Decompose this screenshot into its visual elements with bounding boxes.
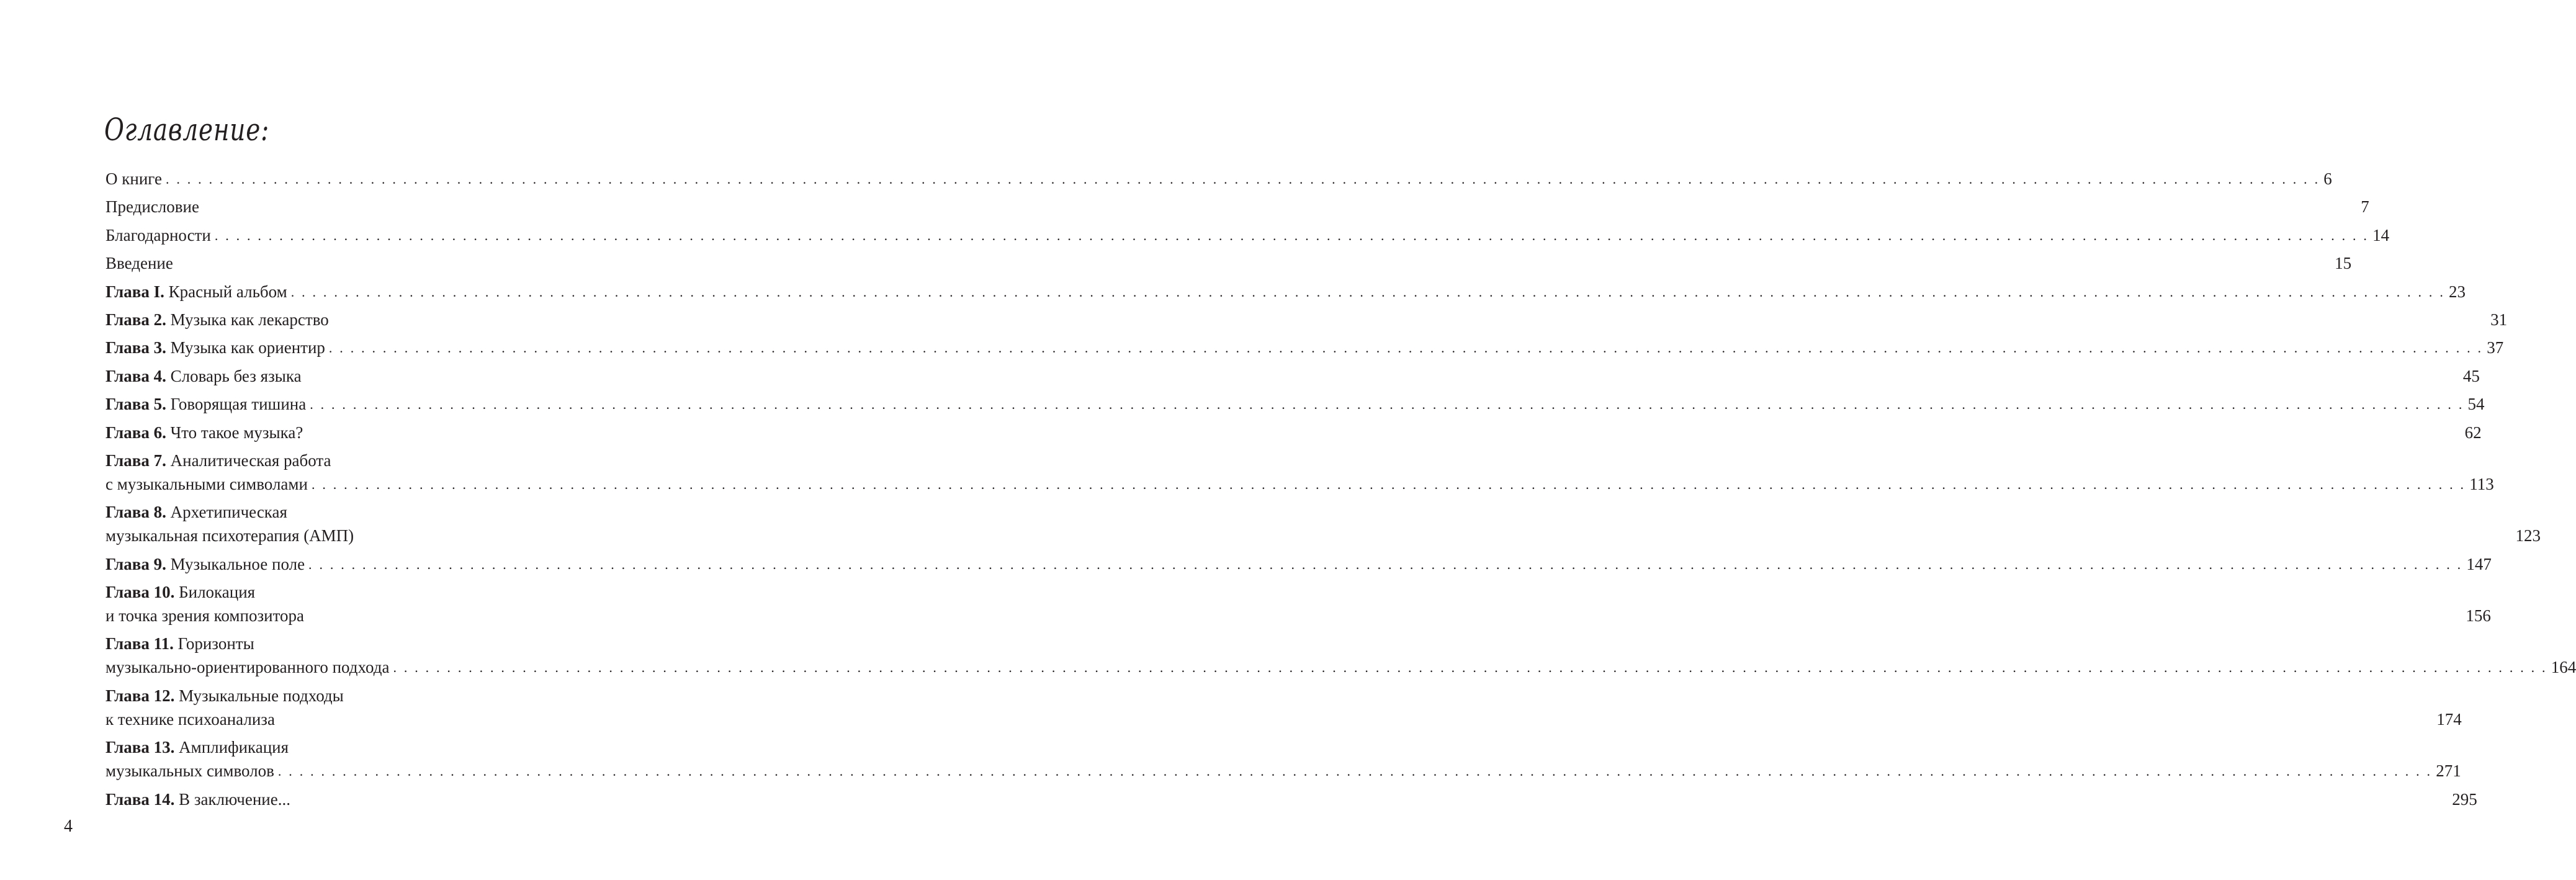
- toc-entry-title: В заключение...: [179, 789, 290, 809]
- toc-entry: [105, 788, 2477, 811]
- toc-entry-line: [105, 788, 2477, 811]
- toc-entry-label: [105, 708, 275, 731]
- toc-entry-line: [105, 224, 2390, 247]
- toc-entry-label: [105, 788, 290, 811]
- toc-entry-label: [105, 581, 255, 604]
- toc-entry: [105, 281, 2466, 303]
- toc-entry: [105, 224, 2390, 247]
- toc-entry-title: Горизонты: [177, 634, 254, 653]
- toc-entry-line: [105, 604, 2491, 627]
- toc-entry-line: [105, 685, 514, 707]
- toc-entry-label: [105, 501, 287, 524]
- chapter-number: Глава 9.: [105, 554, 166, 573]
- toc-entry: [105, 252, 2352, 275]
- page-number: 4: [64, 817, 73, 836]
- toc-page-number: 31: [2490, 310, 2508, 329]
- toc-entry: [105, 501, 2541, 547]
- toc-page-number: 113: [2469, 474, 2494, 493]
- toc-entry-line: [105, 708, 2462, 731]
- toc-entry-line: [105, 501, 514, 524]
- toc-page-number: 174: [2436, 709, 2462, 729]
- toc-page-number: 271: [2436, 761, 2461, 781]
- toc-entry: [105, 195, 2369, 218]
- toc-entry-line: [105, 252, 2352, 275]
- dot-leader: . . . . . . . . . . . . . . . . . . . . . . . . . . . . . . . . . . . . . . . . . . . . . . . . . . . . . . . . . . . . . . . . . . . . . . . . . . . . . . . . . . . . . . . . . . . . . . . . . . . . . . . . . . . . . . . . . . . . . . . . . . . . . . . . . . . . . . . . . . . . . . . . . . . . . . . . . . . . . . . . . . . . . . . . . . . . . . . . . . . . . . . . . . . . . . . . . . . . . . . .: [311, 476, 2466, 492]
- page-title: Оглавление:: [104, 111, 269, 148]
- dot-leader: . . . . . . . . . . . . . . . . . . . . . . . . . . . . . . . . . . . . . . . . . . . . . . . . . . . . . . . . . . . . . . . . . . . . . . . . . . . . . . . . . . . . . . . . . . . . . . . . . . . . . . . . . . . . . . . . . . . . . . . . . . . . . . . . . . . . . . . . . . . . . . . . . . . . . . . . . . . . . . . . . . . . . . . . . . . . . . . . . . . . . . . . . . . . . . . . . . . . . . . .: [277, 763, 2433, 779]
- toc-page-number: 45: [2462, 366, 2480, 385]
- chapter-number: Глава 3.: [105, 338, 166, 357]
- toc-entry: [105, 168, 2332, 191]
- toc-page-number: 164: [2551, 658, 2576, 677]
- toc-entry-label: [105, 736, 289, 759]
- toc-entry-label: [105, 760, 274, 783]
- toc-entry-label: [105, 168, 162, 191]
- toc-entry-line: [105, 365, 2480, 388]
- toc-entry-line: [105, 736, 514, 759]
- toc-entry-line: [105, 656, 2576, 679]
- toc-entry-title: музыкально-ориентированного подхода: [105, 658, 390, 677]
- toc-page-number: 147: [2466, 554, 2492, 573]
- dot-leader: . . . . . . . . . . . . . . . . . . . . . . . . . . . . . . . . . . . . . . . . . . . . . . . . . . . . . . . . . . . . . . . . . . . . . . . . . . . . . . . . . . . . . . . . . . . . . . . . . . . . . . . . . . . . . . . . . . . . . . . . . . . . . . . . . . . . . . . . . . . . . . . . . . . . . . . . . . . . . . . . . . . . . . . . . . . . . . . . . . . . . . . . . . . . . . . . . . . . . . . .: [393, 660, 2547, 676]
- toc-entry: [105, 421, 2482, 444]
- toc-entry-title: музыкальная психотерапия (АМП): [105, 526, 354, 546]
- toc-page-number: 23: [2449, 282, 2466, 301]
- table-of-contents: [105, 168, 2576, 816]
- toc-entry-line: [105, 168, 2332, 191]
- toc-entry-title: и точка зрения композитора: [105, 606, 304, 626]
- toc-entry-label: [105, 252, 173, 275]
- chapter-number: Глава 4.: [105, 366, 166, 385]
- toc-entry: [105, 393, 2485, 416]
- dot-leader: . . . . . . . . . . . . . . . . . . . . . . . . . . . . . . . . . . . . . . . . . . . . . . . . . . . . . . . . . . . . . . . . . . . . . . . . . . . . . . . . . . . . . . . . . . . . . . . . . . . . . . . . . . . . . . . . . . . . . . . . . . . . . . . . . . . . . . . . . . . . . . . . . . . . . . . . . . . . . . . . . . . . . . . . . . . . . . . . . . . . . . . . . . . . . . . . . . . . . . . .: [290, 284, 2446, 300]
- toc-entry-label: [105, 365, 302, 388]
- toc-page-number: 54: [2467, 395, 2485, 414]
- toc-page-number: 6: [2323, 169, 2332, 188]
- toc-entry-line: [105, 281, 2466, 303]
- toc-entry-title: Музыка как лекарство: [170, 310, 329, 329]
- chapter-number: Глава 6.: [105, 423, 166, 442]
- chapter-number: Глава 13.: [105, 738, 175, 757]
- toc-entry-label: [105, 656, 389, 679]
- toc-entry-title: с музыкальными символами: [105, 474, 308, 493]
- toc-entry: [105, 336, 2504, 359]
- toc-entry-title: Архетипическая: [170, 503, 287, 522]
- chapter-number: Глава 12.: [105, 686, 175, 705]
- toc-entry-label: [105, 449, 331, 472]
- toc-entry: [105, 553, 2492, 576]
- toc-entry-line: [105, 524, 2541, 547]
- dot-leader: . . . . . . . . . . . . . . . . . . . . . . . . . . . . . . . . . . . . . . . . . . . . . . . . . . . . . . . . . . . . . . . . . . . . . . . . . . . . . . . . . . . . . . . . . . . . . . . . . . . . . . . . . . . . . . . . . . . . . . . . . . . . . . . . . . . . . . . . . . . . . . . . . . . . . . . . . . . . . . . . . . . . . . . . . . . . . . . . . . . . . . . . . . . . . . . . . . . . . . . .: [308, 556, 2463, 572]
- toc-entry-label: [105, 224, 211, 247]
- toc-entry-title: Амплификация: [179, 738, 289, 757]
- toc-entry-title: к технике психоанализа: [105, 709, 275, 729]
- toc-page-number: 156: [2466, 606, 2491, 626]
- toc-page-number: 15: [2335, 254, 2352, 273]
- toc-entry-line: [105, 421, 2482, 444]
- toc-entry: [105, 581, 2491, 627]
- toc-entry-title: Билокация: [179, 583, 256, 602]
- chapter-number: Глава 14.: [105, 789, 175, 809]
- toc-page-number: 7: [2361, 197, 2369, 217]
- dot-leader: . . . . . . . . . . . . . . . . . . . . . . . . . . . . . . . . . . . . . . . . . . . . . . . . . . . . . . . . . . . . . . . . . . . . . . . . . . . . . . . . . . . . . . . . . . . . . . . . . . . . . . . . . . . . . . . . . . . . . . . . . . . . . . . . . . . . . . . . . . . . . . . . . . . . . . . . . . . . . . . . . . . . . . . . . . . . . . . . . . . . . . . . . . . . . . . . . . . . . . . .: [165, 171, 2320, 187]
- toc-entry-label: [105, 393, 306, 416]
- chapter-number: Глава 11.: [105, 634, 174, 653]
- chapter-number: Глава 8.: [105, 503, 166, 522]
- toc-entry-title: музыкальных символов: [105, 761, 274, 781]
- chapter-number: Глава 10.: [105, 583, 175, 602]
- toc-entry: [105, 632, 2576, 679]
- toc-entry-label: [105, 553, 305, 576]
- toc-entry-title: О книге: [105, 169, 162, 188]
- toc-entry-label: [105, 685, 344, 707]
- chapter-number: Глава 5.: [105, 395, 166, 414]
- toc-entry-line: [105, 760, 2461, 783]
- toc-entry-label: [105, 336, 325, 359]
- toc-entry-title: Словарь без языка: [170, 366, 302, 385]
- toc-entry: [105, 736, 2461, 783]
- toc-entry-line: [105, 393, 2485, 416]
- chapter-number: Глава 7.: [105, 451, 166, 470]
- toc-entry-title: Введение: [105, 254, 173, 273]
- toc-entry-title: Что такое музыка?: [170, 423, 303, 442]
- toc-entry-label: [105, 632, 254, 655]
- toc-entry-line: [105, 553, 2492, 576]
- toc-entry-label: [105, 195, 199, 218]
- toc-page-number: 295: [2452, 789, 2477, 809]
- toc-entry-label: [105, 524, 354, 547]
- dot-leader: . . . . . . . . . . . . . . . . . . . . . . . . . . . . . . . . . . . . . . . . . . . . . . . . . . . . . . . . . . . . . . . . . . . . . . . . . . . . . . . . . . . . . . . . . . . . . . . . . . . . . . . . . . . . . . . . . . . . . . . . . . . . . . . . . . . . . . . . . . . . . . . . . . . . . . . . . . . . . . . . . . . . . . . . . . . . . . . . . . . . . . . . . . . . . . . . . . . . . . . .: [328, 340, 2484, 356]
- chapter-number: Глава I.: [105, 282, 164, 301]
- toc-entry-label: [105, 308, 329, 331]
- toc-entry-line: [105, 449, 514, 472]
- toc-entry-title: Музыкальные подходы: [179, 686, 344, 705]
- toc-entry-title: Аналитическая работа: [170, 451, 331, 470]
- toc-entry-label: [105, 604, 304, 627]
- toc-entry: [105, 308, 2508, 331]
- toc-entry-line: [105, 308, 2508, 331]
- toc-entry: [105, 449, 2494, 496]
- toc-entry-line: [105, 195, 2369, 218]
- toc-entry-title: Красный альбом: [168, 282, 287, 301]
- toc-entry-title: Благодарности: [105, 225, 211, 245]
- toc-entry-line: [105, 473, 2494, 496]
- toc-entry: [105, 365, 2480, 388]
- toc-entry-title: Говорящая тишина: [170, 395, 307, 414]
- toc-page-number: 62: [2464, 423, 2482, 442]
- toc-entry-title: Предисловие: [105, 197, 199, 217]
- dot-leader: . . . . . . . . . . . . . . . . . . . . . . . . . . . . . . . . . . . . . . . . . . . . . . . . . . . . . . . . . . . . . . . . . . . . . . . . . . . . . . . . . . . . . . . . . . . . . . . . . . . . . . . . . . . . . . . . . . . . . . . . . . . . . . . . . . . . . . . . . . . . . . . . . . . . . . . . . . . . . . . . . . . . . . . . . . . . . . . . . . . . . . . . . . . . . . . . . . . . . . . .: [310, 397, 2464, 413]
- toc-entry-label: [105, 473, 308, 496]
- chapter-number: Глава 2.: [105, 310, 166, 329]
- toc-entry-line: [105, 336, 2504, 359]
- toc-entry-line: [105, 581, 514, 604]
- toc-page-number: 37: [2487, 338, 2504, 357]
- toc-entry-title: Музыка как ориентир: [170, 338, 325, 357]
- toc-entry-line: [105, 632, 514, 655]
- toc-page-number: 123: [2515, 526, 2541, 546]
- toc-entry-title: Музыкальное поле: [170, 554, 305, 573]
- toc-page-number: 14: [2372, 225, 2390, 245]
- toc-entry-label: [105, 281, 287, 303]
- dot-leader: . . . . . . . . . . . . . . . . . . . . . . . . . . . . . . . . . . . . . . . . . . . . . . . . . . . . . . . . . . . . . . . . . . . . . . . . . . . . . . . . . . . . . . . . . . . . . . . . . . . . . . . . . . . . . . . . . . . . . . . . . . . . . . . . . . . . . . . . . . . . . . . . . . . . . . . . . . . . . . . . . . . . . . . . . . . . . . . . . . . . . . . . . . . . . . . . . . . . . . . .: [214, 227, 2369, 243]
- toc-entry: [105, 685, 2462, 731]
- toc-entry-label: [105, 421, 303, 444]
